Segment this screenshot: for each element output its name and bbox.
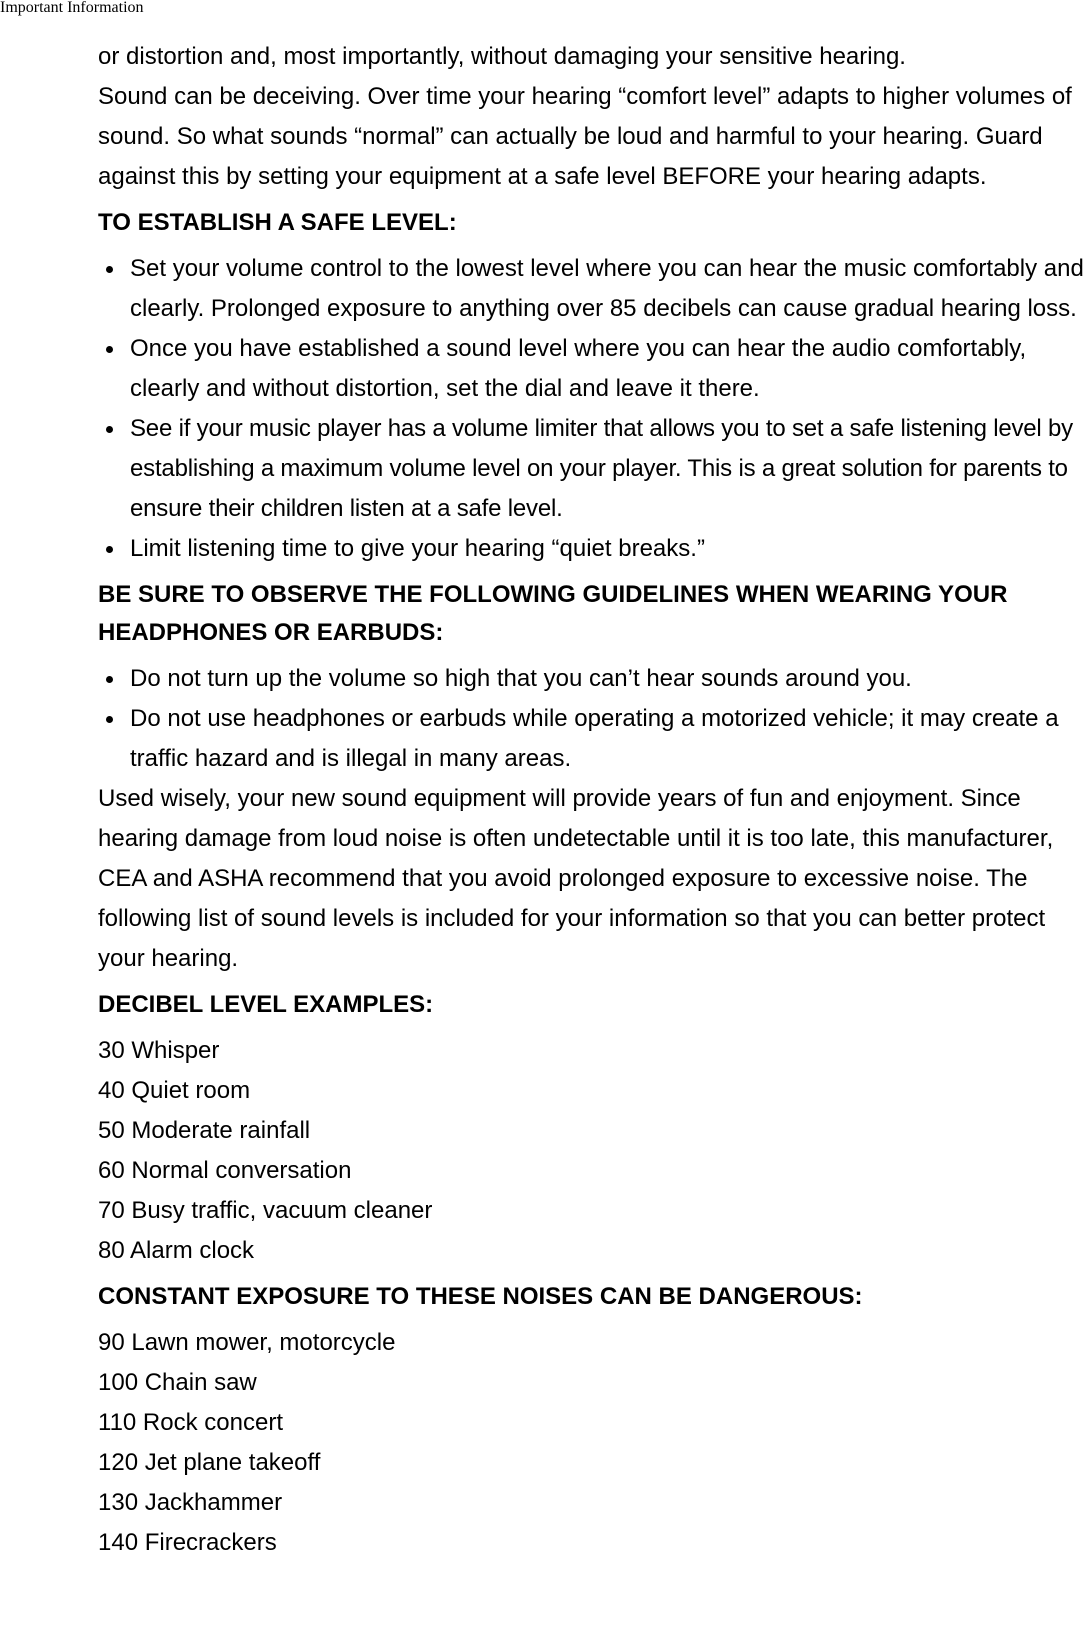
document-body <box>98 37 1088 1563</box>
bullet-icon <box>106 346 113 353</box>
decibel-examples-list <box>98 1031 1088 1271</box>
list-item-text: Limit listening time to give your hearing “quiet breaks.” <box>130 535 705 562</box>
list-item: 60 Normal conversation <box>98 1157 352 1184</box>
bullet-icon <box>106 716 113 723</box>
intro-paragraph-2: Sound can be deceiving. Over time your hearing “comfort level” adapts to higher volumes of sound. So what sounds “normal” can actually be loud and harmful to your hearing. Guard against this by setting your equipment at a safe level BEFORE your hearing adapts. <box>98 83 1072 190</box>
list-item: 140 Firecrackers <box>98 1529 277 1556</box>
guidelines-list <box>98 659 1088 779</box>
list-item: 40 Quiet room <box>98 1077 251 1104</box>
list-item <box>130 699 1088 779</box>
list-item <box>130 329 1088 409</box>
list-item-text: See if your music player has a volume limiter that allows you to set a safe listening level by establishing a maximum volume level on your player. This is a great solution for parents to ensure their children listen at a safe level. <box>130 415 1073 522</box>
list-item-text: Do not use headphones or earbuds while operating a motorized vehicle; it may create a traffic hazard and is illegal in many areas. <box>130 705 1059 772</box>
list-item: 70 Busy traffic, vacuum cleaner <box>98 1197 433 1224</box>
list-item: 30 Whisper <box>98 1037 220 1064</box>
list-item: 120 Jet plane takeoff <box>98 1449 321 1476</box>
list-item: 80 Alarm clock <box>98 1237 255 1264</box>
list-item-text: Once you have established a sound level where you can hear the audio comfortably, clearly and without distortion, set the dial and leave it there. <box>130 335 1027 402</box>
list-item <box>130 659 1088 699</box>
list-item-text: Set your volume control to the lowest level where you can hear the music comfortably and clearly. Prolonged exposure to anything over 85 decibels can cause gradual hearing loss. <box>130 255 1084 322</box>
list-item: 50 Moderate rainfall <box>98 1117 311 1144</box>
page-header-title: Important Information <box>0 0 144 16</box>
list-item <box>130 529 1088 569</box>
guidelines-heading: BE SURE TO OBSERVE THE FOLLOWING GUIDELINES WHEN WEARING YOUR HEADPHONES OR EARBUDS: <box>98 581 1008 646</box>
list-item: 100 Chain saw <box>98 1369 257 1396</box>
list-item: 90 Lawn mower, motorcycle <box>98 1329 396 1356</box>
list-item: 110 Rock concert <box>98 1409 283 1436</box>
bullet-icon <box>106 546 113 553</box>
closing-paragraph: Used wisely, your new sound equipment will provide years of fun and enjoyment. Since hearing damage from loud noise is often undetectable until it is too late, this manufacturer, CEA and ASHA recommend that you avoid prolonged exposure to excessive noise. The following list of sound levels is included for your information so that you can better protect your hearing. <box>98 785 1054 972</box>
dangerous-list <box>98 1323 1088 1563</box>
bullet-icon <box>106 266 113 273</box>
dangerous-heading: CONSTANT EXPOSURE TO THESE NOISES CAN BE DANGEROUS: <box>98 1283 863 1310</box>
bullet-icon <box>106 676 113 683</box>
safe-level-list <box>98 249 1088 569</box>
list-item-text: Do not turn up the volume so high that you can’t hear sounds around you. <box>130 665 912 692</box>
decibel-examples-heading: DECIBEL LEVEL EXAMPLES: <box>98 991 434 1018</box>
intro-paragraph-1: or distortion and, most importantly, without damaging your sensitive hearing. <box>98 43 906 70</box>
list-item: 130 Jackhammer <box>98 1489 283 1516</box>
bullet-icon <box>106 426 113 433</box>
safe-level-heading: TO ESTABLISH A SAFE LEVEL: <box>98 209 457 236</box>
list-item <box>130 409 1088 529</box>
list-item <box>130 249 1088 329</box>
